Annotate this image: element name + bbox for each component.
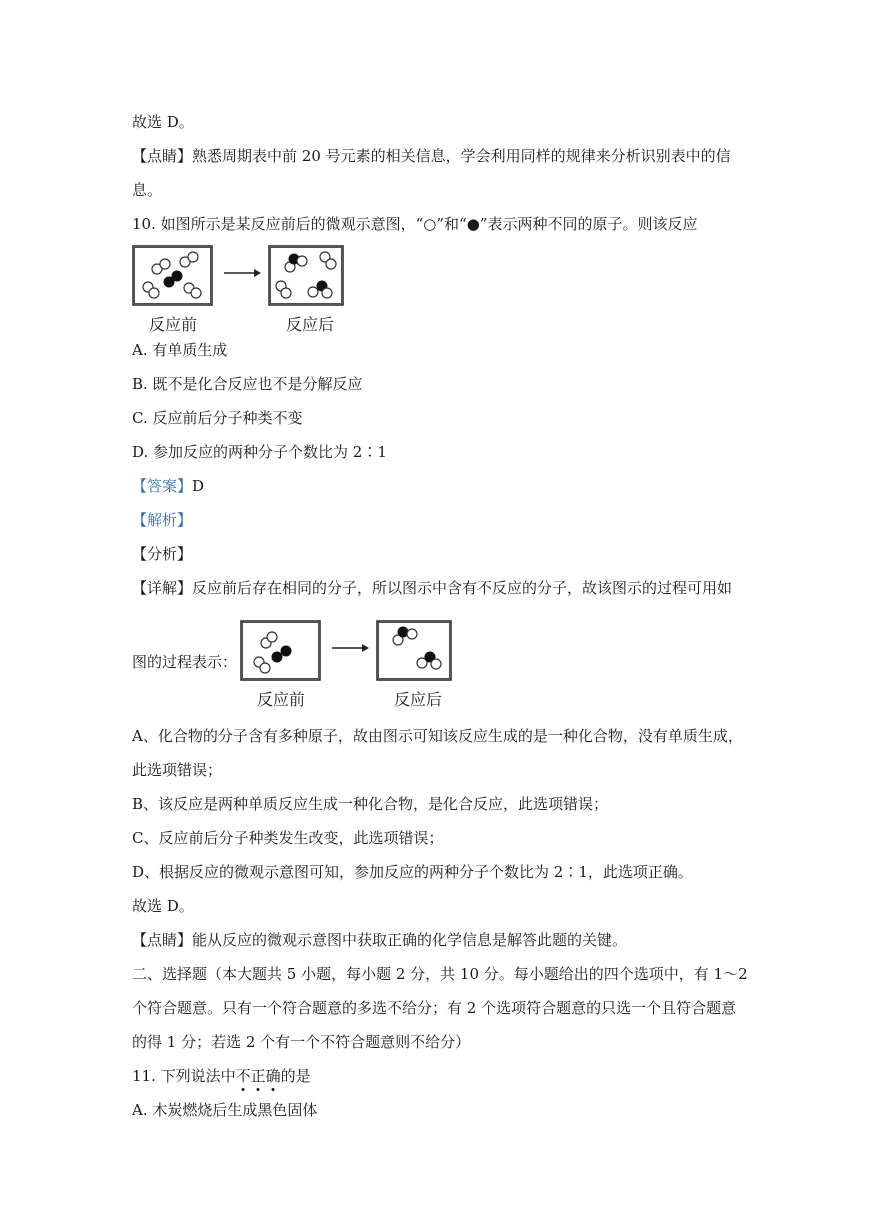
reaction-diagram-2 bbox=[240, 620, 455, 709]
option-d: D. 参加反应的两种分子个数比为 2∶1 bbox=[132, 443, 387, 461]
analysis-label: 【解析】 bbox=[132, 511, 193, 529]
dianjing-text: 【点睛】能从反应的微观示意图中获取正确的化学信息是解答此题的关键。 bbox=[132, 931, 628, 949]
explain-b: B、该反应是两种单质反应生成一种化合物，是化合反应，此选项错误； bbox=[132, 795, 609, 813]
emphasis-char: 确 bbox=[265, 1067, 281, 1085]
explain-c: C、反应前后分子种类发生改变，此选项错误； bbox=[132, 829, 444, 847]
question-11 bbox=[132, 1066, 311, 1086]
explain-a-2: 此选项错误； bbox=[132, 761, 223, 779]
caption-after-2: 反应后 bbox=[394, 690, 443, 709]
explain-a-1: A、化合物的分子含有多种原子，故由图示可知该反应生成的是一种化合物，没有单质生成， bbox=[132, 727, 743, 745]
detail-text: 【详解】反应前后存在相同的分子，所以图示中含有不反应的分子，故该图示的过程可用如 bbox=[132, 579, 733, 597]
caption-after: 反应后 bbox=[286, 315, 335, 334]
option-a: A. 有单质生成 bbox=[132, 341, 228, 359]
caption-before-2: 反应前 bbox=[257, 690, 306, 709]
question-11-suffix: 的是 bbox=[280, 1067, 311, 1085]
answer-row bbox=[132, 476, 204, 496]
text-line: 故选 D。 bbox=[132, 113, 194, 131]
choose-text: 故选 D。 bbox=[132, 897, 194, 915]
reaction-diagram-1 bbox=[132, 245, 347, 334]
option-b: B. 既不是化合反应也不是分解反应 bbox=[132, 375, 363, 393]
section-header-1: 二、选择题（本大题共 5 小题，每小题 2 分，共 10 分。每小题给出的四个选项中，有 1～2 bbox=[132, 965, 748, 983]
detail-text-2: 图的过程表示： bbox=[132, 653, 238, 671]
emphasis-char: 正 bbox=[250, 1067, 266, 1085]
caption-before: 反应前 bbox=[149, 315, 198, 334]
fenxi-label: 【分析】 bbox=[132, 545, 193, 563]
answer-value: D bbox=[192, 477, 205, 495]
question-11-prefix: 11. 下列说法中 bbox=[132, 1067, 236, 1085]
option-c: C. 反应前后分子种类不变 bbox=[132, 409, 303, 427]
text-line: 【点睛】熟悉周期表中前 20 号元素的相关信息，学会利用同样的规律来分析识别表中的信 bbox=[132, 147, 731, 165]
section-header-2: 个符合题意。只有一个符合题意的多选不给分；有 2 个选项符合题意的只选一个且符合题意 bbox=[132, 999, 737, 1017]
section-header-3: 的得 1 分；若选 2 个有一个不符合题意则不给分） bbox=[132, 1033, 471, 1051]
explain-d: D、根据反应的微观示意图可知，参加反应的两种分子个数比为 2∶1，此选项正确。 bbox=[132, 863, 693, 881]
answer-label: 【答案】 bbox=[132, 477, 193, 495]
text-line: 息。 bbox=[132, 181, 163, 199]
emphasis-char: 不 bbox=[235, 1067, 251, 1085]
option-11-a: A. 木炭燃烧后生成黑色固体 bbox=[132, 1101, 318, 1119]
question-10: 10. 如图所示是某反应前后的微观示意图，“○”和“●”表示两种不同的原子。则该反应 bbox=[132, 215, 698, 233]
